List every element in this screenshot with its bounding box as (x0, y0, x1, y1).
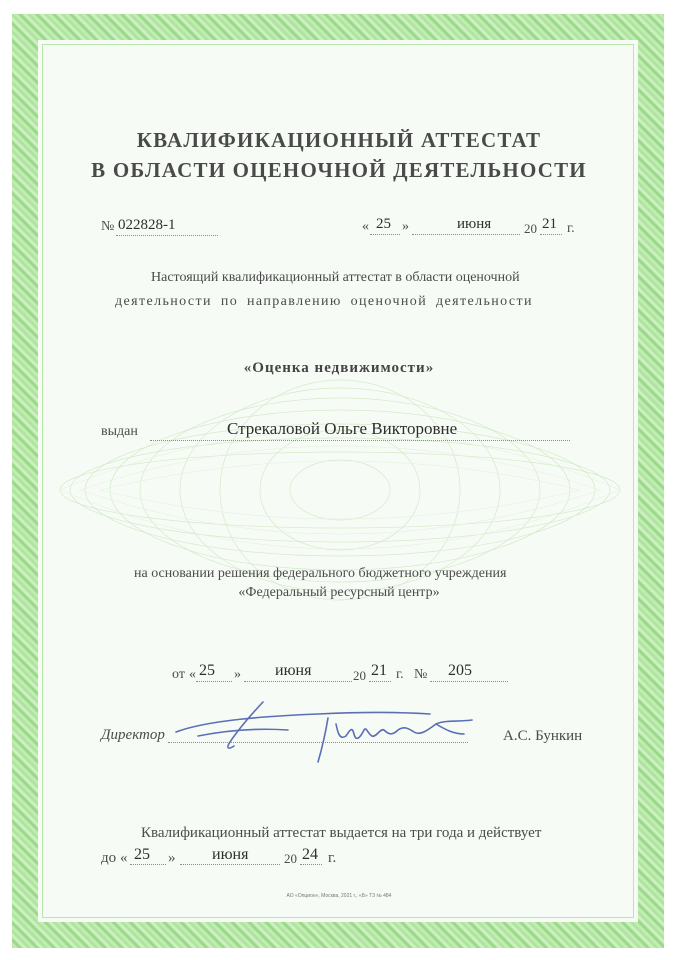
intro-line-1: Настоящий квалификационный аттестат в области оценочной (151, 270, 520, 285)
direction-title: «Оценка недвижимости» (243, 360, 435, 376)
basis-line-2: «Федеральный ресурсный центр» (238, 585, 440, 600)
validity-line-1: Квалификационный аттестат выдается на три года и действует (141, 825, 542, 841)
decision-close-quote: » (234, 667, 241, 682)
validity-year-underline (300, 864, 322, 865)
validity-year-suffix: 24 (302, 846, 318, 863)
date-year-underline (540, 234, 562, 235)
title-line-2: В ОБЛАСТИ ОЦЕНОЧНОЙ ДЕЯТЕЛЬНОСТИ (91, 158, 587, 182)
validity-year-prefix: 20 (284, 851, 297, 866)
certificate-number: 022828-1 (118, 217, 176, 233)
decision-year-underline (369, 681, 391, 682)
decision-from-label: от (172, 667, 185, 682)
decision-number-prefix: № (414, 667, 428, 682)
decision-day-underline (196, 681, 232, 682)
validity-month: июня (212, 846, 249, 863)
validity-until-label: до (101, 850, 117, 866)
date-day: 25 (376, 216, 391, 232)
validity-day-underline (130, 864, 166, 865)
decision-month-underline (244, 681, 352, 682)
director-label: Директор (101, 727, 165, 743)
decision-day: 25 (199, 662, 215, 679)
validity-open-quote: « (120, 850, 128, 866)
date-month-underline (412, 234, 520, 235)
intro-line-2: деятельности по направлению оценочной деятельности (115, 294, 533, 309)
issued-label: выдан (101, 424, 138, 439)
decision-number: 205 (448, 662, 472, 679)
date-year-suffix: 21 (542, 216, 557, 232)
decision-open-quote: « (189, 667, 196, 682)
decision-year-suffix: 21 (371, 662, 387, 679)
validity-month-underline (180, 864, 280, 865)
date-open-quote: « (362, 219, 369, 234)
number-underline (116, 235, 218, 236)
validity-year-unit: г. (328, 850, 337, 866)
decision-year-unit: г. (396, 667, 404, 682)
decision-number-underline (430, 681, 508, 682)
basis-line-1: на основании решения федерального бюджетного учреждения (134, 566, 507, 581)
print-info: АО «Опцион», Москва, 2021 г., «Б» Т3 № 484 (286, 893, 392, 899)
date-day-underline (370, 234, 400, 235)
holder-name: Стрекаловой Ольге Викторовне (227, 419, 458, 438)
date-month: июня (457, 216, 492, 232)
title-line-1: КВАЛИФИКАЦИОННЫЙ АТТЕСТАТ (136, 128, 542, 152)
holder-underline (150, 440, 570, 441)
director-signature-icon (168, 690, 498, 770)
date-close-quote: » (402, 219, 409, 234)
validity-close-quote: » (168, 850, 176, 866)
number-prefix: № (101, 219, 115, 234)
date-year-prefix: 20 (524, 221, 537, 236)
date-year-unit: г. (567, 221, 575, 236)
director-name: А.С. Бункин (503, 728, 583, 744)
decision-month: июня (275, 662, 312, 679)
decision-year-prefix: 20 (353, 668, 366, 683)
validity-day: 25 (134, 846, 150, 863)
